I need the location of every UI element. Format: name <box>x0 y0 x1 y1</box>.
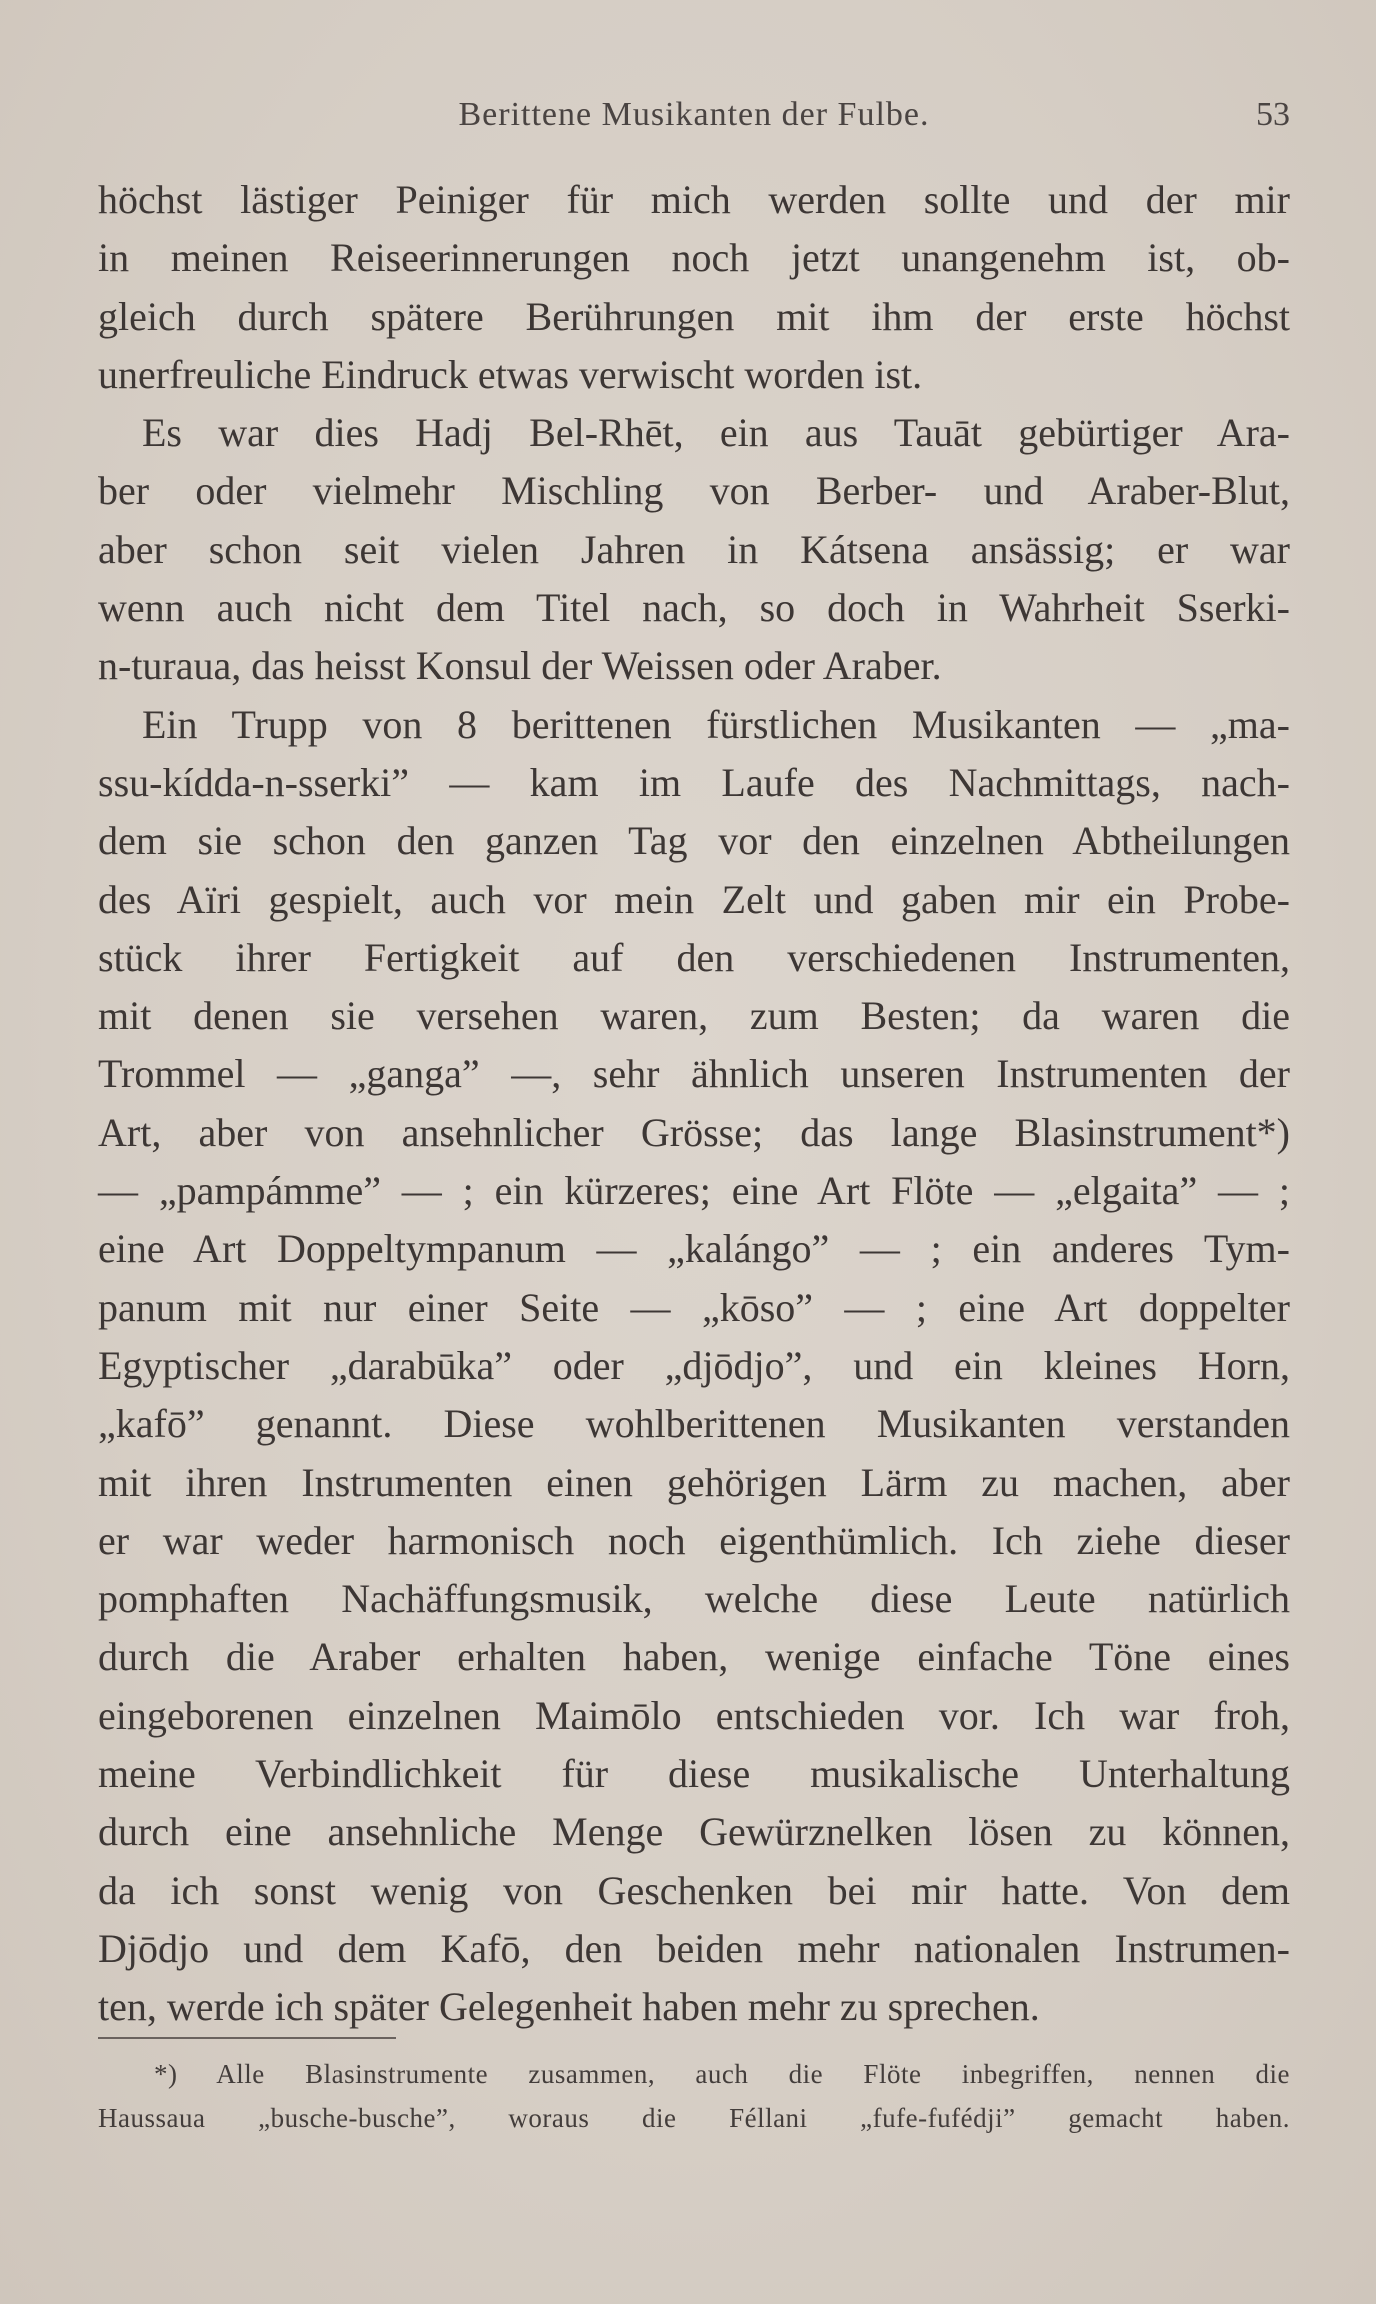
text-line: gleich durch spätere Berührungen mit ihm der erste höchst <box>98 293 1290 339</box>
text-line: eine Art Doppeltympanum — „kalángo” — ; ein anderes Tym- <box>98 1226 1290 1272</box>
text-line: pomphaften Nachäffungsmusik, welche diese Leute natürlich <box>98 1576 1290 1622</box>
text-line: dem sie schon den ganzen Tag vor den einzelnen Abtheilungen <box>98 818 1290 864</box>
text-line: Art, aber von ansehnlicher Grösse; das lange Blasinstrument*) <box>98 1109 1290 1155</box>
text-line: mit ihren Instrumenten einen gehörigen Lärm zu machen, aber <box>98 1459 1290 1505</box>
text-line: durch die Araber erhalten haben, wenige einfache Töne eines <box>98 1634 1290 1680</box>
running-title: Berittene Musikanten der Fulbe. <box>458 96 930 133</box>
text-line: er war weder harmonisch noch eigenthümlich. Ich ziehe dieser <box>98 1517 1290 1563</box>
text-line: durch eine ansehnliche Menge Gewürznelken lösen zu können, <box>98 1809 1290 1855</box>
text-line: Ein Trupp von 8 berittenen fürstlichen Musikanten — „ma- <box>142 701 1290 747</box>
text-line: mit denen sie versehen waren, zum Besten; da waren die <box>98 993 1290 1039</box>
body-text <box>98 171 1290 2037</box>
footnote-line: Haussaua „busche-busche”, woraus die Féllani „fufe-fufédji” gemacht haben. <box>98 2103 1290 2133</box>
text-line: meine Verbindlichkeit für diese musikalische Unterhaltung <box>98 1751 1290 1797</box>
text-line: ten, werde ich später Gelegenheit haben mehr zu sprechen. <box>98 1984 1040 2030</box>
footnote <box>98 2052 1290 2140</box>
text-line: unerfreuliche Eindruck etwas verwischt worden ist. <box>98 351 923 397</box>
paragraph-continuation <box>98 171 1290 404</box>
text-line: wenn auch nicht dem Titel nach, so doch in Wahrheit Sserki- <box>98 585 1290 631</box>
text-line: in meinen Reiseerinnerungen noch jetzt unangenehm ist, ob- <box>98 235 1290 281</box>
text-line: Djōdjo und dem Kafō, den beiden mehr nationalen Instrumen- <box>98 1925 1290 1971</box>
paragraph-musicians <box>98 696 1290 2037</box>
footnote-divider <box>98 2037 396 2039</box>
footnote-line: *) Alle Blasinstrumente zusammen, auch die Flöte inbegriffen, nennen die <box>154 2059 1290 2089</box>
text-line: — „pampámme” — ; ein kürzeres; eine Art Flöte — „elgaita” — ; <box>98 1168 1290 1214</box>
text-line: ssu-kídda-n-sserki” — kam im Laufe des Nachmittags, nach- <box>98 759 1290 805</box>
text-line: „kafō” genannt. Diese wohlberittenen Musikanten verstanden <box>98 1401 1290 1447</box>
text-line: ber oder vielmehr Mischling von Berber- und Araber-Blut, <box>98 468 1290 514</box>
text-line: Trommel — „ganga” —, sehr ähnlich unseren Instrumenten der <box>98 1051 1290 1097</box>
text-line: des Aïri gespielt, auch vor mein Zelt und gaben mir ein Probe- <box>98 876 1290 922</box>
text-line: da ich sonst wenig von Geschenken bei mir hatte. Von dem <box>98 1867 1290 1913</box>
text-line: stück ihrer Fertigkeit auf den verschiedenen Instrumenten, <box>98 934 1290 980</box>
text-line: aber schon seit vielen Jahren in Kátsena ansässig; er war <box>98 526 1290 572</box>
page-number: 53 <box>1256 96 1290 133</box>
text-line: höchst lästiger Peiniger für mich werden sollte und der mir <box>98 177 1290 222</box>
paragraph-hadj-bel-rhet <box>98 404 1290 695</box>
text-line: n-turaua, das heisst Konsul der Weissen oder Araber. <box>98 643 942 689</box>
running-head <box>98 96 1290 140</box>
text-line: panum mit nur einer Seite — „kōso” — ; eine Art doppelter <box>98 1284 1290 1330</box>
text-line: Egyptischer „darabūka” oder „djōdjo”, und ein kleines Horn, <box>98 1342 1290 1388</box>
text-line: eingeborenen einzelnen Maimōlo entschieden vor. Ich war froh, <box>98 1692 1290 1738</box>
text-line: Es war dies Hadj Bel-Rhēt, ein aus Tauāt gebürtiger Ara- <box>142 410 1290 456</box>
